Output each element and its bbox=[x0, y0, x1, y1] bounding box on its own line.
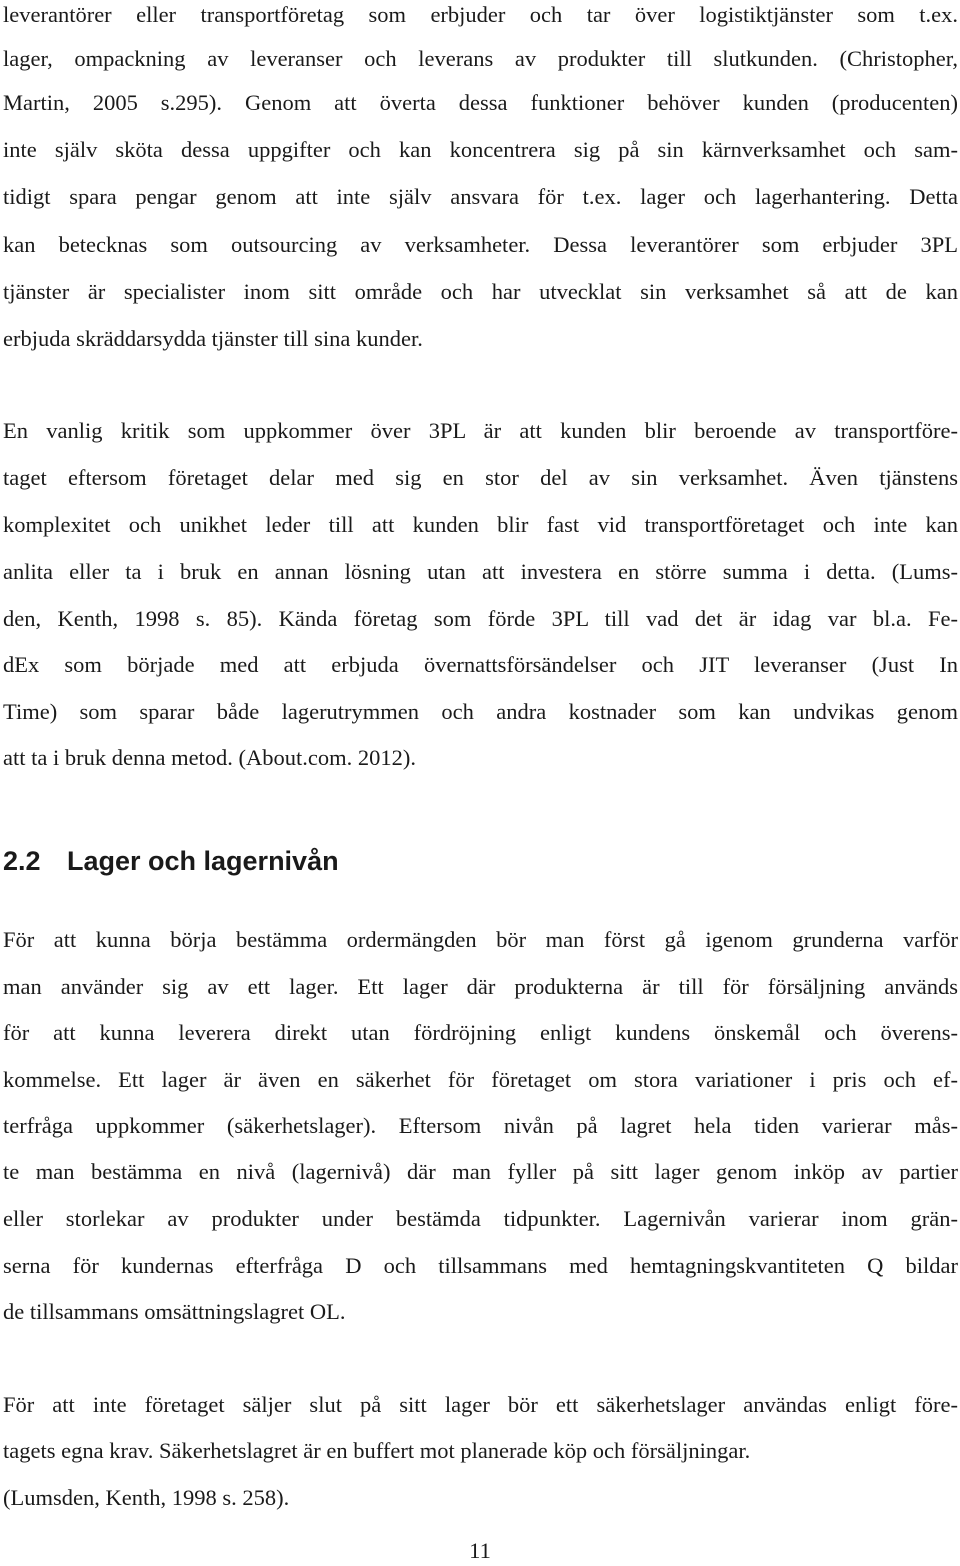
section-title: Lager och lagernivån bbox=[67, 846, 339, 876]
text-line: de tillsammans omsättningslagret OL. bbox=[3, 1299, 346, 1324]
text-line: kommelse. Ett lager är även en säkerhet för företaget om stora variationer i pris och ef- bbox=[3, 1067, 958, 1092]
text-line: leverantörer eller transportföretag som erbjuder och tar över logistiktjänster som t.ex. bbox=[3, 2, 958, 27]
text-line: tjänster är specialister inom sitt område och har utvecklat sin verksamhet så att de kan bbox=[3, 279, 958, 304]
text-line: Time) som sparar både lagerutrymmen och andra kostnader som kan undvikas genom bbox=[3, 699, 958, 724]
text-line: kan betecknas som outsourcing av verksamheter. Dessa leverantörer som erbjuder 3PL bbox=[3, 232, 958, 257]
text-line: tidigt spara pengar genom att inte själv ansvara för t.ex. lager och lagerhantering. Detta bbox=[3, 184, 958, 209]
section-number: 2.2 bbox=[3, 846, 41, 876]
text-line: Martin, 2005 s.295). Genom att överta dessa funktioner behöver kunden (producenten) bbox=[3, 90, 958, 115]
text-line: att ta i bruk denna metod. (About.com. 2012). bbox=[3, 745, 417, 770]
text-line: man använder sig av ett lager. Ett lager där produkterna är till för försäljning används bbox=[3, 974, 958, 999]
section-heading bbox=[3, 843, 339, 879]
text-line: dEx som började med att erbjuda övernattsförsändelser och JIT leveranser (Just In bbox=[3, 652, 958, 677]
text-line: serna för kundernas efterfråga D och tillsammans med hemtagningskvantiteten Q bildar bbox=[3, 1253, 958, 1278]
text-line: den, Kenth, 1998 s. 85). Kända företag som förde 3PL till vad det är idag var bl.a. Fe- bbox=[3, 606, 958, 631]
text-line: terfråga uppkommer (säkerhetslager). Eftersom nivån på lagret hela tiden varierar mås- bbox=[3, 1113, 958, 1138]
text-line: te man bestämma en nivå (lagernivå) där man fyller på sitt lager genom inköp av partier bbox=[3, 1159, 958, 1184]
text-line: För att kunna börja bestämma ordermängden bör man först gå igenom grunderna varför bbox=[3, 927, 958, 952]
text-line: taget eftersom företaget delar med sig en stor del av sin verksamhet. Även tjänstens bbox=[3, 465, 958, 490]
text-line: eller storlekar av produkter under bestämda tidpunkter. Lagernivån varierar inom grän- bbox=[3, 1206, 958, 1231]
text-line: för att kunna leverera direkt utan fördröjning enligt kundens önskemål och överens- bbox=[3, 1020, 958, 1045]
text-line: lager, ompackning av leveranser och leverans av produkter till slutkunden. (Christopher, bbox=[3, 46, 958, 71]
text-line: inte själv sköta dessa uppgifter och kan koncentrera sig på sin kärnverksamhet och sam- bbox=[3, 137, 958, 162]
text-line: erbjuda skräddarsydda tjänster till sina kunder. bbox=[3, 326, 423, 351]
page-number: 11 bbox=[469, 1538, 491, 1563]
text-line: En vanlig kritik som uppkommer över 3PL är att kunden blir beroende av transportföre- bbox=[3, 418, 958, 443]
text-line: anlita eller ta i bruk en annan lösning utan att investera en större summa i detta. (Lums- bbox=[3, 559, 958, 584]
text-line: komplexitet och unikhet leder till att kunden blir fast vid transportföretaget och inte kan bbox=[3, 512, 958, 537]
text-line: För att inte företaget säljer slut på sitt lager bör ett säkerhetslager användas enligt före- bbox=[3, 1392, 958, 1417]
text-line: (Lumsden, Kenth, 1998 s. 258). bbox=[3, 1485, 290, 1510]
text-line: tagets egna krav. Säkerhetslagret är en buffert mot planerade köp och försäljningar. bbox=[3, 1438, 751, 1463]
